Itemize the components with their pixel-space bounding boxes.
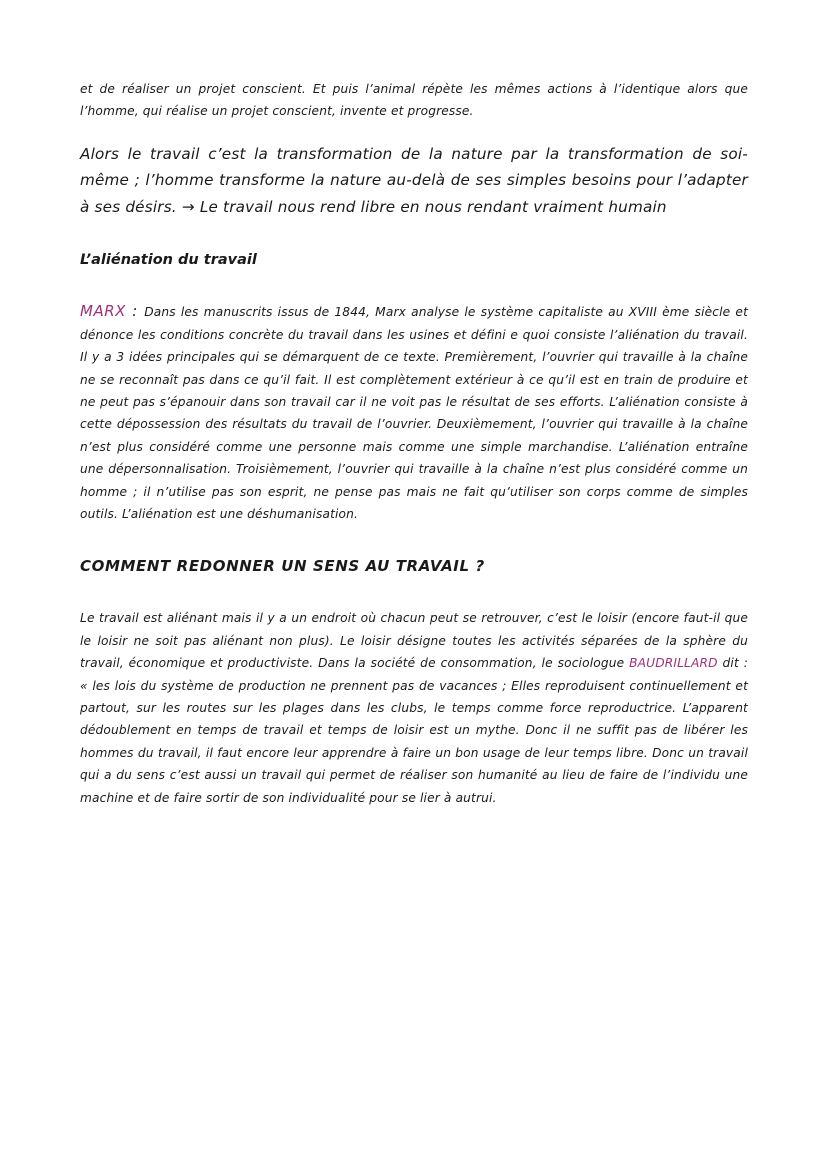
intro-paragraph: et de réaliser un projet conscient. Et puis l’animal répète les mêmes actions à l’identique alors que l’homme, qui réalise un projet conscient, invente et progresse.: [80, 82, 748, 119]
conclusion-paragraph: Alors le travail c’est la transformation de la nature par la transformation de soi-même ; l’homme transforme la nature au-delà de ses simples besoins pour l’adapter à ses désirs. → Le travail nous rend libre en nous rendant vraiment humain: [80, 144, 748, 216]
marx-paragraph-body: Dans les manuscrits issus de 1844, Marx analyse le système capitaliste au XVIII ème siècle et dénonce les conditions concrète du travail dans les usines et défini e quoi consiste l’aliénation du travail. Il y a 3 idées principales qui se démarquent de ce texte. Premièrement, l’ouvrier qui travaille à la chaîne ne se reconnaît pas dans ce qu’il fait. Il est complètement extérieur à ce qu’il est en train de produire et ne peut pas s’épanouir dans son travail car il ne voit pas le résultat de ses efforts. L’aliénation consiste à cette dépossession des résultats du travail de l’ouvrier. Deuxièmement, l’ouvrier qui travaille à la chaîne n’est plus considéré comme une personne mais comme une simple marchandise. L’aliénation entraîne une dépersonnalisation. Troisièmement, l’ouvrier qui travaille à la chaîne n’est plus considéré comme un homme ; il n’utilise pas son esprit, ne pense pas mais ne fait qu’utiliser son corps comme de simples outils. L’aliénation est une déshumanisation.: [80, 305, 748, 521]
baudrillard-paragraph-before: Le travail est aliénant mais il y a un endroit où chacun peut se retrouver, c’est le loisir (encore faut-il que le loisir ne soit pas aliénant non plus). Le loisir désigne toutes les activités séparées de la sphère du travail, économique et productiviste. Dans la société de consommation, le sociologue: [80, 611, 748, 671]
document-page: [80, 78, 748, 809]
author-separator: :: [125, 302, 145, 321]
marx-paragraph: [80, 300, 748, 525]
section-heading-alienation: L’aliénation du travail: [80, 252, 257, 269]
baudrillard-paragraph-after: dit : « les lois du système de production ne prennent pas de vacances ; Elles reproduisent continuellement et partout, sur les routes sur les plages dans les clubs, le temps comme force reproductrice. L’apparent dédoublement en temps de travail et temps de loisir est un mythe. Donc il ne suffit pas de libérer les hommes du travail, il faut encore leur apprendre à faire un bon usage de leur temps libre. Donc un travail qui a du sens c’est aussi un travail qui permet de réaliser son humanité au lieu de faire de l’individu une machine et de faire sortir de son individualité pour se lier à autrui.: [80, 656, 749, 805]
author-name-marx: MARX: [80, 302, 126, 321]
author-name-baudrillard: BAUDRILLARD: [629, 656, 718, 671]
baudrillard-paragraph: [80, 607, 748, 809]
section-heading-sens: COMMENT REDONNER UN SENS AU TRAVAIL ?: [80, 557, 485, 576]
